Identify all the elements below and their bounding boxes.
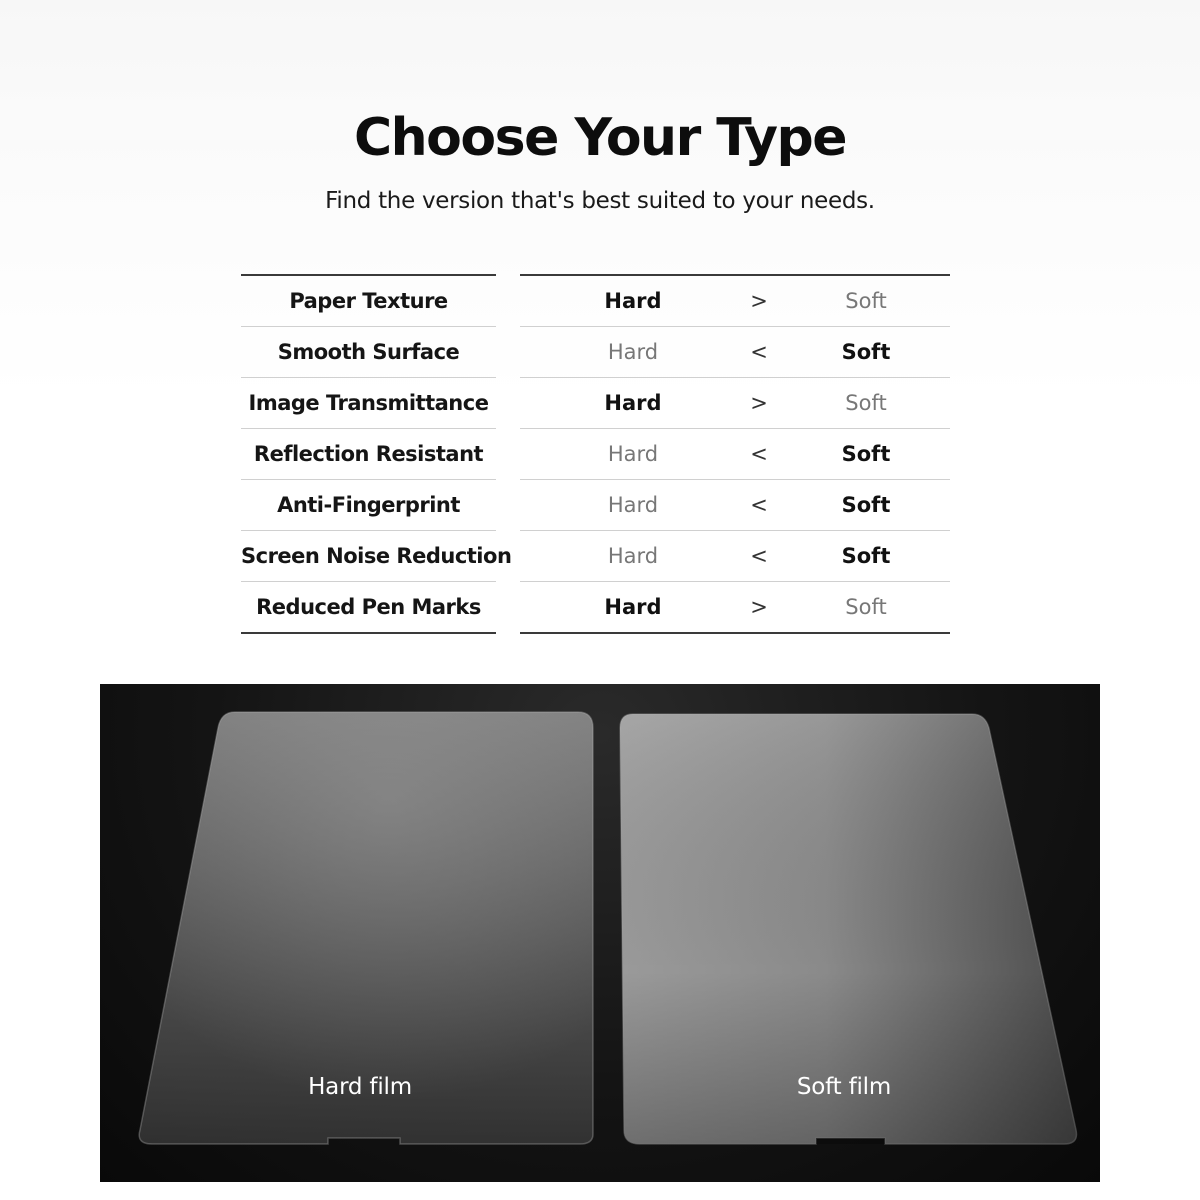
hard-value: Hard <box>607 340 659 364</box>
feature-label: Anti-Fingerprint <box>241 480 496 531</box>
feature-label: Screen Noise Reduction <box>241 531 496 582</box>
soft-value: Soft <box>841 340 891 364</box>
hard-value: Hard <box>607 544 659 568</box>
feature-label: Paper Texture <box>241 276 496 327</box>
soft-value: Soft <box>841 493 891 517</box>
comparison-row <box>520 480 950 531</box>
comparison-row <box>520 276 950 327</box>
comparison-row <box>520 429 950 480</box>
soft-value: Soft <box>841 544 891 568</box>
hard-film-label: Hard film <box>308 1074 412 1100</box>
comparison-row <box>520 582 950 632</box>
comparison-row <box>520 378 950 429</box>
comparison-operator: > <box>750 391 768 415</box>
hard-value: Hard <box>604 289 662 313</box>
page-subtitle: Find the version that's best suited to your needs. <box>325 188 875 214</box>
comparison-operator: > <box>750 289 768 313</box>
feature-label: Image Transmittance <box>241 378 496 429</box>
comparison-operator: < <box>750 340 768 364</box>
hard-value: Hard <box>604 595 662 619</box>
comparison-row <box>520 327 950 378</box>
feature-label: Reflection Resistant <box>241 429 496 480</box>
comparison-operator: < <box>750 493 768 517</box>
comparison-operator: > <box>750 595 768 619</box>
feature-column <box>241 274 512 634</box>
comparison-row <box>520 531 950 582</box>
comparison-operator: < <box>750 544 768 568</box>
soft-value: Soft <box>845 391 887 415</box>
soft-value: Soft <box>845 289 887 313</box>
feature-label: Smooth Surface <box>241 327 496 378</box>
hard-value: Hard <box>607 493 659 517</box>
film-photo <box>100 684 1100 1182</box>
comparison-operator: < <box>750 442 768 466</box>
hard-value: Hard <box>607 442 659 466</box>
soft-film-label: Soft film <box>796 1074 892 1100</box>
soft-value: Soft <box>841 442 891 466</box>
feature-label: Reduced Pen Marks <box>256 595 481 619</box>
page-title: Choose Your Type <box>353 108 846 168</box>
soft-value: Soft <box>845 595 887 619</box>
comparison-column <box>520 274 950 634</box>
hard-value: Hard <box>604 391 662 415</box>
film-sheets-illustration <box>100 684 1100 1182</box>
